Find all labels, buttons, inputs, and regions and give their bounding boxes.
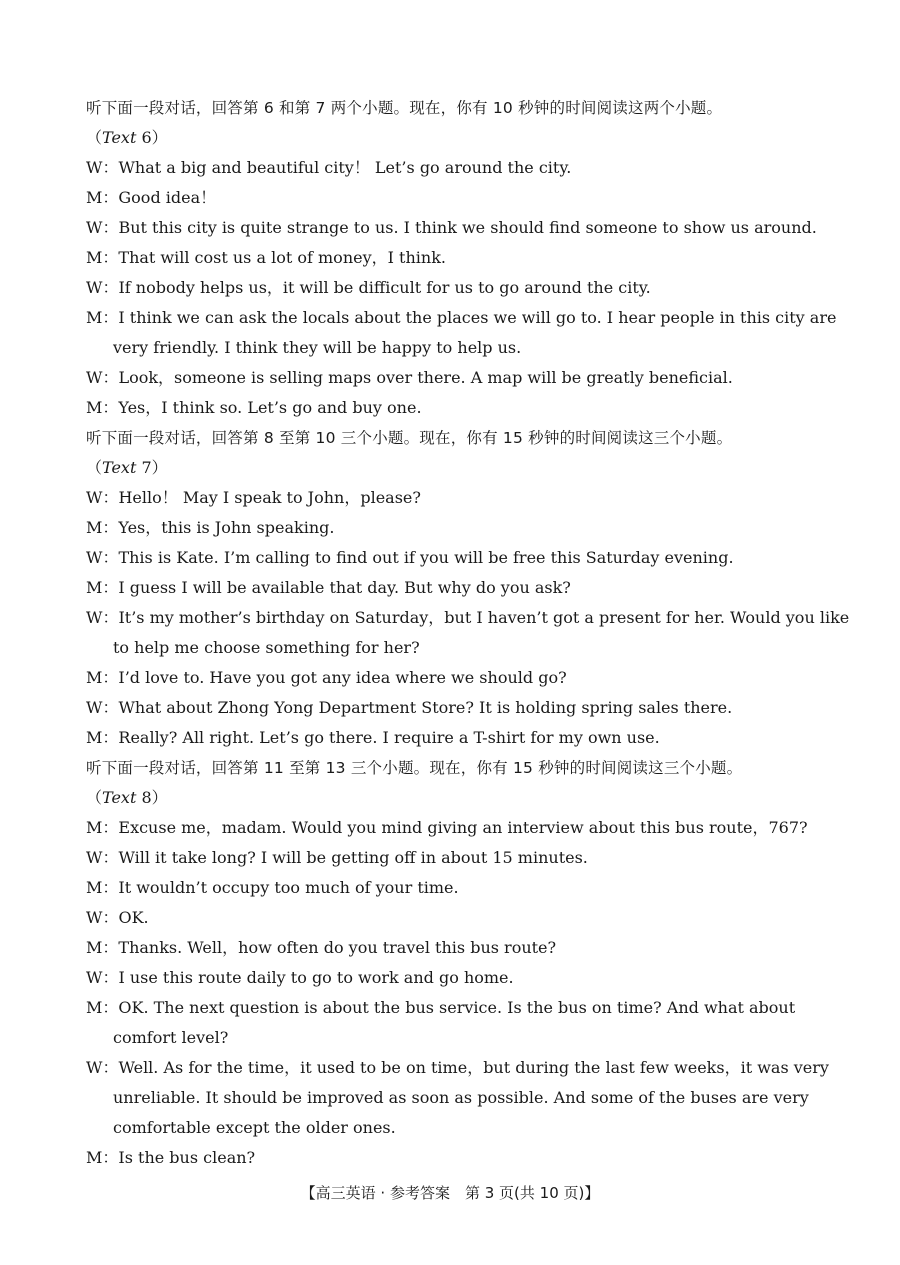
speaker-label: M：: [86, 668, 119, 687]
dialogue-line: M：Yes，this is John speaking.: [86, 513, 820, 543]
speaker-label: W：: [86, 158, 119, 177]
speaker-label: M：: [86, 188, 119, 207]
speaker-label: M：: [86, 1148, 119, 1167]
dialogue-line: W：But this city is quite strange to us. I think we should find someone to show us around.: [86, 213, 820, 243]
transcript-content: [86, 93, 850, 1173]
dialogue-line: M：I’d love to. Have you got any idea where we should go?: [86, 663, 820, 693]
page-footer: 【高三英语 · 参考答案 第 3 页(共 10 页)】: [300, 1184, 600, 1202]
dialogue-line: M：I guess I will be available that day. But why do you ask?: [86, 573, 820, 603]
speaker-label: W：: [86, 698, 119, 717]
dialogue-line: W：OK.: [86, 903, 820, 933]
speaker-label: W：: [86, 608, 119, 627]
dialogue-line-continuation: very friendly. I think they will be happy to help us.: [113, 338, 522, 357]
speaker-label: M：: [86, 248, 119, 267]
speaker-label: M：: [86, 518, 119, 537]
speaker-label: W：: [86, 368, 119, 387]
speaker-label: M：: [86, 818, 119, 837]
speaker-label: M：: [86, 398, 119, 417]
speaker-label: M：: [86, 728, 119, 747]
dialogue-line: W：Will it take long? I will be getting off in about 15 minutes.: [86, 843, 820, 873]
speaker-label: W：: [86, 848, 119, 867]
dialogue-line: M：Good idea！: [86, 183, 820, 213]
dialogue-line-continuation: comfortable except the older ones.: [113, 1118, 396, 1137]
dialogue-line: M：OK. The next question is about the bus service. Is the bus on time? And what about: [86, 993, 820, 1023]
speaker-label: W：: [86, 1058, 119, 1077]
dialogue-line: M：I think we can ask the locals about the places we will go to. I hear people in this city are: [86, 303, 820, 333]
speaker-label: M：: [86, 578, 119, 597]
dialogue-line: M：Is the bus clean?: [86, 1143, 820, 1173]
dialogue-line: W：What about Zhong Yong Department Store? It is holding spring sales there.: [86, 693, 820, 723]
dialogue-line: M：Thanks. Well，how often do you travel this bus route?: [86, 933, 820, 963]
dialogue-line: W：If nobody helps us，it will be difficult for us to go around the city.: [86, 273, 820, 303]
dialogue-line: M：Really? All right. Let’s go there. I require a T-shirt for my own use.: [86, 723, 820, 753]
speaker-label: W：: [86, 968, 119, 987]
dialogue-line: W：This is Kate. I’m calling to find out if you will be free this Saturday evening.: [86, 543, 820, 573]
section-instruction: 听下面一段对话，回答第 11 至第 13 三个小题。现在，你有 15 秒钟的时间阅读这三个小题。: [86, 759, 743, 777]
section-instruction: 听下面一段对话，回答第 6 和第 7 两个小题。现在，你有 10 秒钟的时间阅读这两个小题。: [86, 99, 723, 117]
dialogue-line: W：Well. As for the time，it used to be on time，but during the last few weeks，it was very: [86, 1053, 820, 1083]
speaker-label: W：: [86, 278, 119, 297]
dialogue-line-continuation: unreliable. It should be improved as soon as possible. And some of the buses are very: [113, 1088, 809, 1107]
speaker-label: W：: [86, 908, 119, 927]
section-instruction: 听下面一段对话，回答第 8 至第 10 三个小题。现在，你有 15 秒钟的时间阅读这三个小题。: [86, 429, 733, 447]
dialogue-line: W：It’s my mother’s birthday on Saturday，but I haven’t got a present for her. Would you like: [86, 603, 820, 633]
speaker-label: M：: [86, 938, 119, 957]
speaker-label: W：: [86, 548, 119, 567]
text-label: （Text 8）: [86, 788, 168, 807]
speaker-label: M：: [86, 308, 119, 327]
dialogue-line: M：Yes，I think so. Let’s go and buy one.: [86, 393, 820, 423]
dialogue-line-continuation: comfort level?: [113, 1028, 229, 1047]
text-label: （Text 6）: [86, 128, 168, 147]
dialogue-line: M：Excuse me，madam. Would you mind giving an interview about this bus route，767?: [86, 813, 820, 843]
dialogue-line: M：It wouldn’t occupy too much of your time.: [86, 873, 820, 903]
dialogue-line-continuation: to help me choose something for her?: [113, 638, 420, 657]
dialogue-line: W：What a big and beautiful city！ Let’s go around the city.: [86, 153, 820, 183]
dialogue-line: W：Look，someone is selling maps over there. A map will be greatly beneficial.: [86, 363, 820, 393]
speaker-label: W：: [86, 218, 119, 237]
speaker-label: W：: [86, 488, 119, 507]
dialogue-line: M：That will cost us a lot of money，I think.: [86, 243, 820, 273]
speaker-label: M：: [86, 878, 119, 897]
dialogue-line: W：I use this route daily to go to work and go home.: [86, 963, 820, 993]
dialogue-line: W：Hello！ May I speak to John，please?: [86, 483, 820, 513]
text-label: （Text 7）: [86, 458, 168, 477]
speaker-label: M：: [86, 998, 119, 1017]
